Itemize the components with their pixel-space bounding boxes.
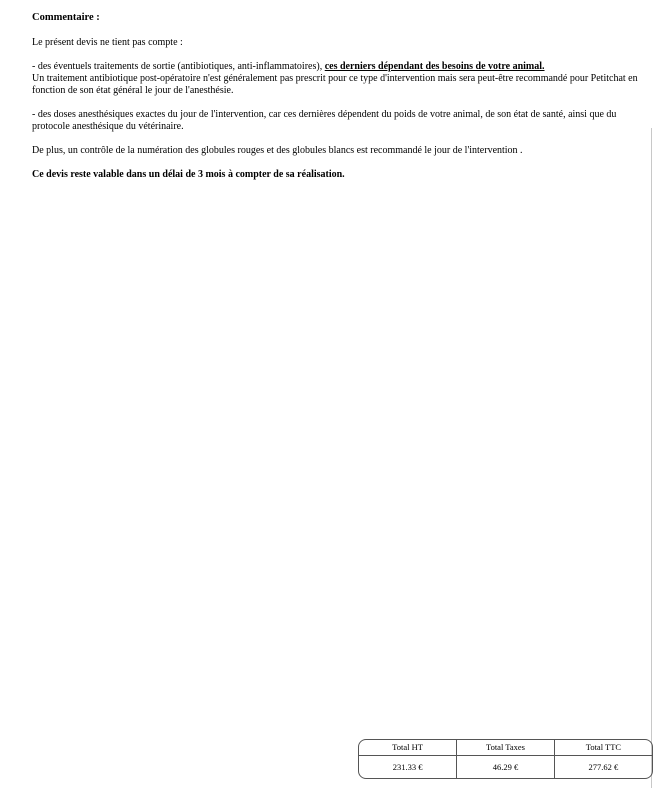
treatments-emphasis: ces derniers dépendant des besoins de votre animal. <box>324 61 545 72</box>
validity-paragraph <box>32 169 647 181</box>
total-taxes-header: Total Taxes <box>457 740 555 755</box>
treatments-text: - des éventuels traitements de sortie (antibiotiques, anti-inflammatoires), <box>32 61 325 72</box>
exclusion-treatments <box>32 61 647 97</box>
comment-heading: Commentaire : <box>32 12 100 23</box>
total-ht-header: Total HT <box>359 740 457 755</box>
totals-header-row <box>359 740 652 755</box>
total-ttc-value: 277.62 € <box>588 761 619 772</box>
validity-text: Ce devis reste valable dans un délai de 3 mois à compter de sa réalisation. <box>32 169 345 180</box>
total-ht-value: 231.33 € <box>359 755 457 778</box>
treatments-line <box>32 61 647 73</box>
totals-value-row <box>359 755 652 778</box>
intro-text: Le présent devis ne tient pas compte : <box>32 37 183 48</box>
total-taxes-value: 46.29 € <box>457 755 555 778</box>
total-ttc-header: Total TTC <box>585 742 622 753</box>
exclusion-anesthesia <box>32 109 647 133</box>
totals-box <box>358 739 653 779</box>
blood-test-paragraph <box>32 145 647 157</box>
comment-section <box>32 12 647 193</box>
page-margin-rule <box>651 128 652 788</box>
totals-table <box>359 740 652 778</box>
blood-test-text: De plus, un contrôle de la numération des globules rouges et des globules blancs est recommandé le jour de l'intervention . <box>32 145 523 156</box>
antibiotic-note: Un traitement antibiotique post-opératoire n'est généralement pas prescrit pour ce type d'intervention mais sera peut-être recommandé pour Petitchat en fonction de son état général le jour de l'anesthésie. <box>32 73 638 96</box>
anesthesia-text: - des doses anesthésiques exactes du jour de l'intervention, car ces dernières dépendent du poids de votre animal, de son état de santé, ainsi que du protocole anesthésique du vétérinaire. <box>32 109 617 132</box>
intro-paragraph <box>32 37 647 49</box>
